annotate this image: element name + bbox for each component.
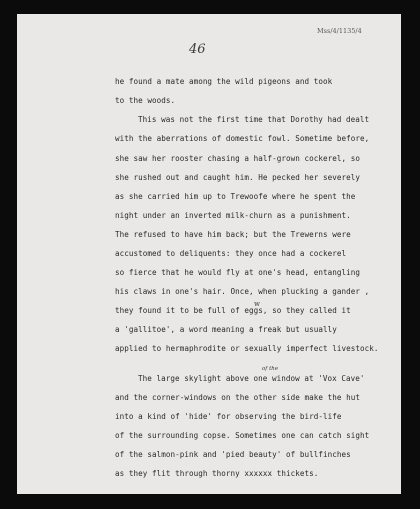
handwritten-correction: w xyxy=(254,300,260,308)
text-line: The large skylight above one window at 'Vox Cave' xyxy=(138,374,365,383)
text-line: his claws in one's hair. Once, when plucking a gander , xyxy=(115,287,370,296)
text-line: as she carried him up to Trewoofe where he spent the xyxy=(115,192,356,201)
text-line: The refused to have him back; but the Trewerns were xyxy=(115,230,351,239)
text-line: accustomed to deliquents: they once had a cockerel xyxy=(115,249,347,258)
text-line: with the aberrations of domestic fowl. Sometime before, xyxy=(115,134,370,143)
text-line: they found it to be full of eggs, so they called it xyxy=(115,306,351,315)
text-line: applied to hermaphrodite or sexually imperfect livestock. xyxy=(115,344,379,353)
text-line: he found a mate among the wild pigeons and took xyxy=(115,77,333,86)
text-line: a 'gallitoe', a word meaning a freak but usually xyxy=(115,325,337,334)
text-line: so fierce that he would fly at one's head, entangling xyxy=(115,268,360,277)
text-line: she rushed out and caught him. He pecked her severely xyxy=(115,173,360,182)
text-line: This was not the first time that Dorothy had dealt xyxy=(138,115,370,124)
text-line: and the corner-windows on the other side make the hut xyxy=(115,393,360,402)
typed-page xyxy=(17,14,401,494)
text-line: into a kind of 'hide' for observing the bird-life xyxy=(115,412,342,421)
text-line: to the woods. xyxy=(115,96,176,105)
handwritten-insertion: of the xyxy=(262,366,279,372)
text-line: she saw her rooster chasing a half-grown cockerel, so xyxy=(115,154,360,163)
text-line: night under an inverted milk-churn as a punishment. xyxy=(115,211,351,220)
text-line: of the surrounding copse. Sometimes one can catch sight xyxy=(115,431,370,440)
text-line: of the salmon-pink and 'pied beauty' of bullfinches xyxy=(115,450,351,459)
page-number: 46 xyxy=(189,42,206,57)
archive-reference: Mss/4/1135/4 xyxy=(317,27,362,35)
text-line: as they flit through thorny xxxxxx thickets. xyxy=(115,469,319,478)
